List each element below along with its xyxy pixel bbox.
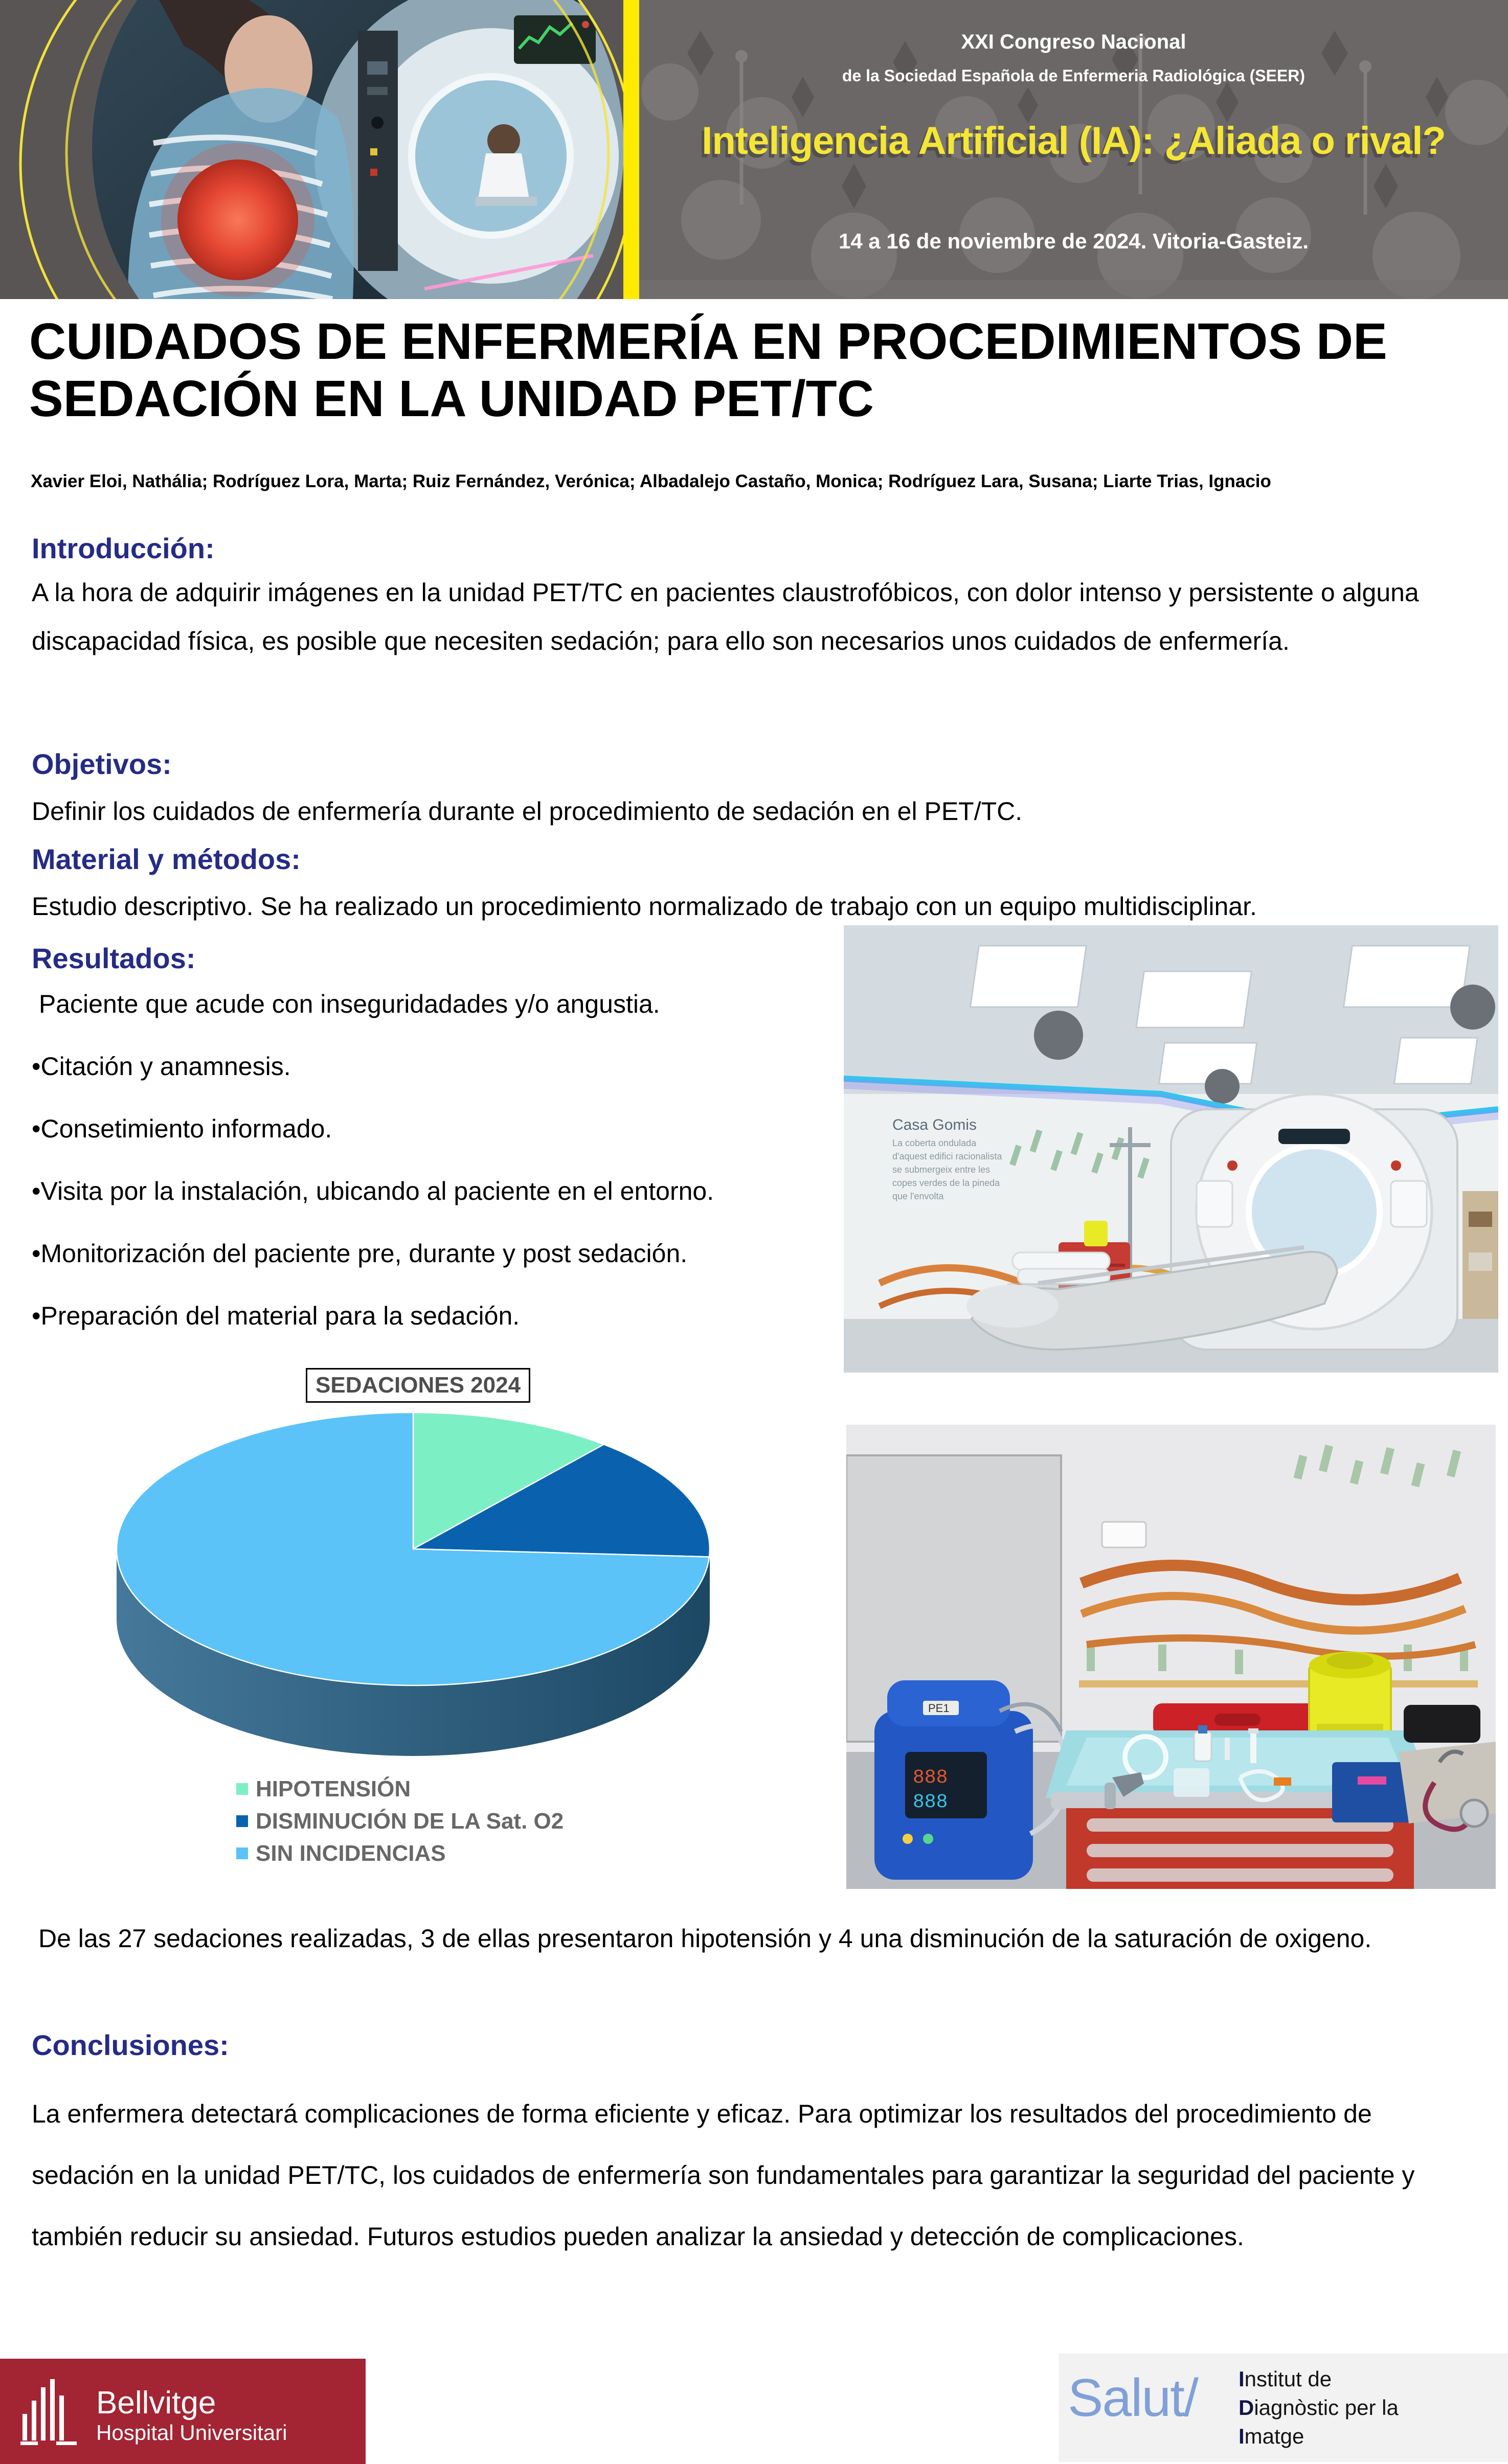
legend-swatch — [236, 1847, 248, 1859]
svg-text:888: 888 — [913, 1791, 948, 1813]
congress-society: de la Sociedad Española de Enfermeria Radiológica (SEER) — [842, 66, 1306, 85]
legend-label: SIN INCIDENCIAS — [256, 1840, 446, 1866]
resultados-item: •Visita por la instalación, ubicando al paciente en el entorno. — [32, 1177, 714, 1205]
clinician-figure — [487, 124, 520, 157]
bellvitge-logo — [0, 2359, 366, 2464]
photo-pet-ct-room — [844, 925, 1498, 1373]
wall-caption-line: La coberta ondulada — [892, 1138, 977, 1148]
results-note: De las 27 sedaciones realizadas, 3 de ellas presentaron hipotensión y 4 una disminución de la saturación de oxigeno. — [38, 1924, 1372, 1953]
resultados-item: •Monitorización del paciente pre, durante y post sedación. — [32, 1239, 688, 1268]
photo-sedation-material — [846, 1425, 1496, 1889]
bellvitge-name: Bellvitge — [96, 2385, 216, 2421]
sedaciones-pie-chart — [61, 1408, 787, 1776]
idi-wordmark — [1239, 2365, 1399, 2451]
body-conclusiones: La enfermera detectará complicaciones de forma eficiente y eficaz. Para optimizar los resultados del procedimiento de sedación en la unidad PET/TC, los cuidados de enfermería son fundamentales para garantizar la seguridad del paciente y también reducir su ansiedad. Futuros estudios pueden analizar la ansiedad y detección de complicaciones. — [32, 2100, 1415, 2251]
resultados-item: •Preparación del material para la sedación. — [32, 1302, 520, 1330]
banner-yellow-divider — [623, 0, 639, 299]
idi-salut-logo — [1059, 2354, 1508, 2462]
body-objetivos: Definir los cuidados de enfermería durante el procedimiento de sedación en el PET/TC. — [32, 797, 1023, 826]
congress-dates: 14 a 16 de noviembre de 2024. Vitoria-Gasteiz. — [839, 229, 1309, 253]
legend-swatch — [236, 1815, 248, 1827]
idi-line: Institut de — [1239, 2367, 1332, 2391]
heading-material-metodos: Material y métodos: — [32, 843, 301, 875]
idi-line: Imatge — [1239, 2424, 1304, 2448]
monitor-label: PE1 — [928, 1702, 950, 1715]
bellvitge-building-icon — [20, 2378, 82, 2446]
heading-conclusiones: Conclusiones: — [32, 2029, 229, 2061]
congress-name: XXI Congreso Nacional — [961, 31, 1186, 53]
heading-objetivos: Objetivos: — [32, 748, 172, 780]
resultados-list — [32, 989, 829, 1363]
wall-caption-line: copes verdes de la pineda — [892, 1178, 1000, 1188]
authors-line: Xavier Eloi, Nathália; Rodríguez Lora, Marta; Ruiz Fernández, Verónica; Albadalejo Castaño, Monica; Rodríguez Lara, Susana; Liarte Trias, Ignacio — [31, 471, 1271, 491]
resultados-item: •Citación y anamnesis. — [32, 1052, 291, 1081]
wall-caption-line: se submergeix entre les — [892, 1165, 991, 1175]
legend-label: HIPOTENSIÓN — [256, 1776, 411, 1801]
wall-caption-line: d'aquest edifici racionalista — [892, 1151, 1002, 1161]
idi-line: Diagnòstic per la — [1239, 2395, 1399, 2420]
poster-title — [29, 313, 1492, 427]
chart-title: SEDACIONES 2024 — [306, 1368, 530, 1403]
poster-title-line1: CUIDADOS DE ENFERMERÍA EN PROCEDIMIENTOS DE — [29, 313, 1387, 370]
poster-title-line2: SEDACIÓN EN LA UNIDAD PET/TC — [29, 370, 874, 427]
banner-text-block — [639, 0, 1508, 299]
wall-title-text: Casa Gomis — [892, 1116, 977, 1133]
resultados-item: •Consetimiento informado. — [32, 1114, 332, 1143]
legend-swatch — [236, 1783, 248, 1795]
heading-introduccion: Introducción: — [32, 532, 215, 564]
wall-caption-line: que l'envolta — [892, 1191, 944, 1201]
resultados-item: Paciente que acude con inseguridadades y/o angustia. — [32, 990, 660, 1018]
svg-text:888: 888 — [913, 1767, 948, 1789]
legend-item — [236, 1773, 564, 1805]
banner-ai-illustration — [0, 0, 623, 299]
legend-label: DISMINUCIÓN DE LA Sat. O2 — [256, 1808, 564, 1834]
legend-item — [236, 1805, 564, 1837]
body-material-metodos: Estudio descriptivo. Se ha realizado un procedimiento normalizado de trabajo con un equipo multidisciplinar. — [32, 892, 1257, 921]
heading-resultados: Resultados: — [32, 942, 196, 974]
salut-wordmark: Salut/ — [1068, 2368, 1198, 2428]
congress-banner — [0, 0, 1508, 299]
legend-item — [236, 1837, 564, 1869]
congress-theme: Inteligencia Artificial (IA): ¿Aliada o rival? — [702, 119, 1446, 163]
chart-legend — [236, 1773, 564, 1869]
body-introduccion: A la hora de adquirir imágenes en la unidad PET/TC en pacientes claustrofóbicos, con dolor intenso y persistente o alguna discapacidad física, es posible que necesiten sedación; para ello son necesarios unos cuidados de enfermería. — [32, 578, 1419, 655]
bellvitge-subtitle: Hospital Universitari — [96, 2421, 287, 2445]
